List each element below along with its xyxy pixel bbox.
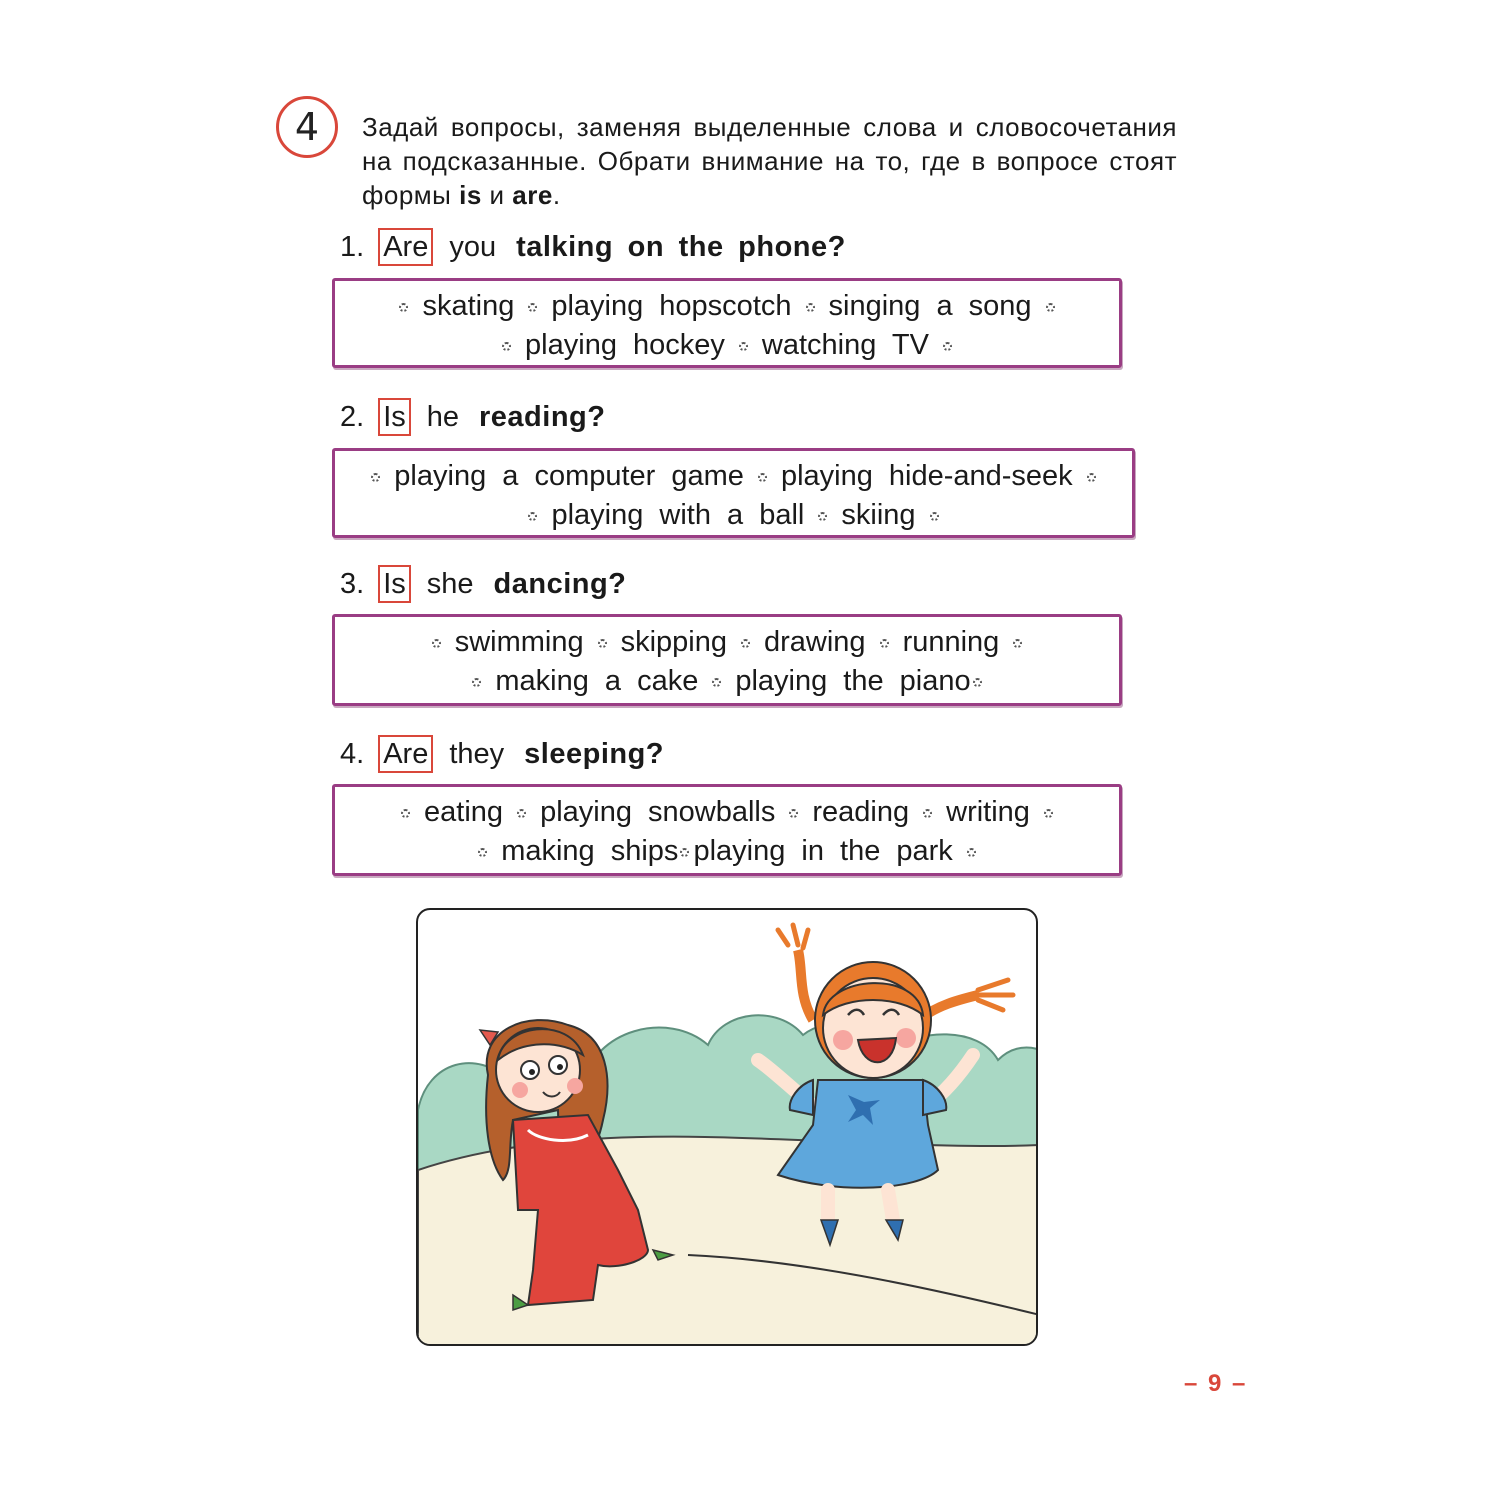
hint-option: swimming [454,626,584,658]
hint-box-2 [332,448,1135,538]
dot-icon [432,639,441,648]
exercise-instruction [362,110,1177,212]
page-number: – 9 – [1184,1370,1248,1397]
auxiliary-verb: Is [378,398,411,436]
hint-line [335,832,1119,871]
auxiliary-verb: Is [378,565,411,603]
hint-option: running [902,626,1000,658]
hint-option: playing the piano [735,665,971,697]
hint-line [335,326,1119,365]
hint-line [335,623,1119,662]
dot-icon [973,678,982,687]
hint-line [335,496,1132,535]
highlighted-phrase: dancing? [493,567,627,600]
dot-icon [923,809,932,818]
hint-box-4 [332,784,1122,876]
hint-box-1 [332,278,1122,368]
question-2 [340,398,605,436]
hint-option: skiing [841,499,916,531]
hint-option: playing hopscotch [551,290,792,322]
hint-box-3 [332,614,1122,706]
instruction-conj: и [481,180,513,210]
form-is: is [459,180,482,210]
hint-option: making ships [501,835,679,867]
hint-option: writing [946,796,1030,828]
question-3 [340,565,626,603]
dot-icon [528,303,537,312]
dot-icon [478,848,487,857]
dot-icon [943,342,952,351]
hint-line [335,457,1132,496]
dot-icon [741,639,750,648]
dot-icon [1046,303,1055,312]
question-number: 4. [340,737,365,770]
dot-icon [528,512,537,521]
hint-option: playing a computer game [394,460,744,492]
hint-option: reading [812,796,910,828]
dot-icon [680,848,689,857]
dot-icon [880,639,889,648]
dot-icon [401,809,410,818]
hint-option: drawing [764,626,866,658]
dot-icon [789,809,798,818]
dot-icon [502,342,511,351]
instruction-text: Задай вопросы, заменяя выделенные слова и словосочетания на подсказанные. Обрати внимание на то, где в вопросе стоят формы [362,112,1177,210]
question-4 [340,735,664,773]
auxiliary-verb: Are [378,228,433,266]
hint-option: watching TV [761,329,929,361]
dot-icon [806,303,815,312]
hint-option: singing a song [828,290,1032,322]
dot-icon [1013,639,1022,648]
hint-option: making a cake [495,665,699,697]
dot-icon [371,473,380,482]
illustration-scene [418,910,1038,1346]
hint-line [335,662,1119,701]
hint-line [335,287,1119,326]
hint-option: playing snowballs [540,796,776,828]
highlighted-phrase: reading? [479,400,606,433]
highlighted-phrase: sleeping? [524,737,665,770]
dot-icon [472,678,481,687]
hint-option: eating [424,796,504,828]
illustration [416,908,1038,1346]
hint-line [335,793,1119,832]
dot-icon [758,473,767,482]
subject: he [426,400,460,433]
question-number: 2. [340,400,365,433]
hint-option: playing in the park [693,835,953,867]
form-are: are [512,180,553,210]
dot-icon [967,848,976,857]
question-number: 1. [340,230,365,263]
subject: they [449,737,505,770]
dot-icon [399,303,408,312]
dot-icon [712,678,721,687]
hint-option: skating [422,290,515,322]
dot-icon [739,342,748,351]
dot-icon [1044,809,1053,818]
dot-icon [598,639,607,648]
question-number: 3. [340,567,365,600]
hint-option: playing hide-and-seek [780,460,1073,492]
subject: she [426,567,474,600]
dot-icon [930,512,939,521]
hint-option: playing with a ball [551,499,805,531]
dot-icon [818,512,827,521]
dot-icon [1087,473,1096,482]
ground [418,1137,1038,1346]
highlighted-phrase: talking on the phone? [516,230,846,263]
dot-icon [517,809,526,818]
subject: you [449,230,497,263]
exercise-number: 4 [276,96,338,158]
hint-option: playing hockey [525,329,725,361]
auxiliary-verb: Are [378,735,433,773]
question-1 [340,228,846,266]
hint-option: skipping [620,626,727,658]
instruction-end: . [552,180,561,210]
